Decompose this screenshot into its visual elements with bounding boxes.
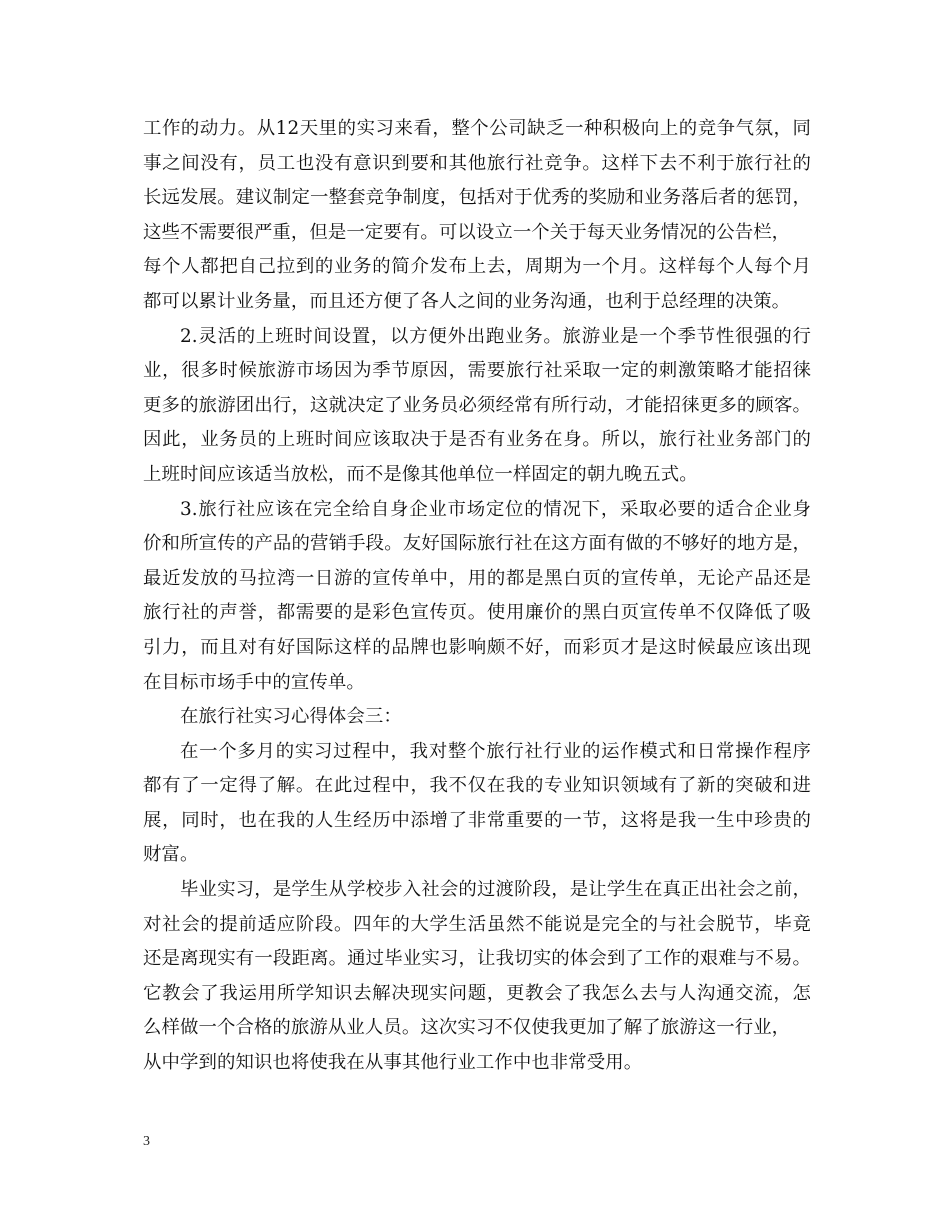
text-line: 价和所宣传的产品的营销手段。友好国际旅行社在这方面有做的不够好的地方是，: [143, 533, 811, 555]
text-line: 更多的旅游团出行，这就决定了业务员必须经常有所行动，才能招徕更多的顾客。: [143, 394, 811, 416]
text-line: 还是离现实有一段距离。通过毕业实习，让我切实的体会到了工作的艰难与不易。: [143, 948, 811, 970]
text-line: 么样做一个合格的旅游从业人员。这次实习不仅使我更加了解了旅游这一行业，: [143, 1017, 791, 1039]
text-line: 展，同时，也在我的人生经历中添增了非常重要的一节，这将是我一生中珍贵的: [143, 809, 811, 831]
text-line: 这些不需要很严重，但是一定要有。可以设立一个关于每天业务情况的公告栏，: [143, 221, 791, 243]
text-line: 3.旅行社应该在完全给自身企业市场定位的情况下，采取必要的适合企业身: [180, 498, 811, 520]
text-line: 每个人都把自己拉到的业务的简介发布上去，周期为一个月。这样每个人每个月: [143, 256, 811, 278]
document-body: [143, 112, 811, 1081]
text-line: 引力，而且对有好国际这样的品牌也影响颇不好，而彩页才是这时候最应该出现: [143, 636, 811, 658]
text-line: 财富。: [143, 844, 199, 866]
text-line: 对社会的提前适应阶段。四年的大学生活虽然不能说是完全的与社会脱节，毕竟: [143, 913, 811, 935]
text-line: 从中学到的知识也将使我在从事其他行业工作中也非常受用。: [143, 1052, 643, 1074]
text-line: 因此，业务员的上班时间应该取决于是否有业务在身。所以，旅行社业务部门的: [143, 429, 811, 451]
text-line: 2.灵活的上班时间设置，以方便外出跑业务。旅游业是一个季节性很强的行: [180, 325, 811, 347]
text-line: 在旅行社实习心得体会三：: [180, 706, 402, 728]
text-line: 它教会了我运用所学知识去解决现实问题，更教会了我怎么去与人沟通交流，怎: [143, 982, 811, 1004]
text-line: 都可以累计业务量，而且还方便了各人之间的业务沟通，也利于总经理的决策。: [143, 290, 791, 312]
text-line: 在一个多月的实习过程中，我对整个旅行社行业的运作模式和日常操作程序: [180, 740, 811, 762]
text-line: 最近发放的马拉湾一日游的宣传单中，用的都是黑白页的宣传单，无论产品还是: [143, 567, 811, 589]
text-line: 上班时间应该适当放松，而不是像其他单位一样固定的朝九晚五式。: [143, 463, 698, 485]
text-line: 工作的动力。从12天里的实习来看，整个公司缺乏一种积极向上的竞争气氛，同: [143, 118, 811, 139]
text-line: 都有了一定得了解。在此过程中，我不仅在我的专业知识领域有了新的突破和进: [143, 775, 811, 797]
text-line: 事之间没有，员工也没有意识到要和其他旅行社竞争。这样下去不利于旅行社的: [143, 152, 811, 174]
text-line: 毕业实习，是学生从学校步入社会的过渡阶段，是让学生在真正出社会之前，: [180, 879, 811, 901]
text-line: 业，很多时候旅游市场因为季节原因，需要旅行社采取一定的刺激策略才能招徕: [143, 360, 811, 382]
page-number: 3: [143, 1134, 150, 1149]
text-line: 在目标市场手中的宣传单。: [143, 671, 365, 693]
text-line: 长远发展。建议制定一整套竞争制度，包括对于优秀的奖励和业务落后者的惩罚，: [143, 187, 811, 209]
text-line: 旅行社的声誉，都需要的是彩色宣传页。使用廉价的黑白页宣传单不仅降低了吸: [143, 602, 811, 624]
